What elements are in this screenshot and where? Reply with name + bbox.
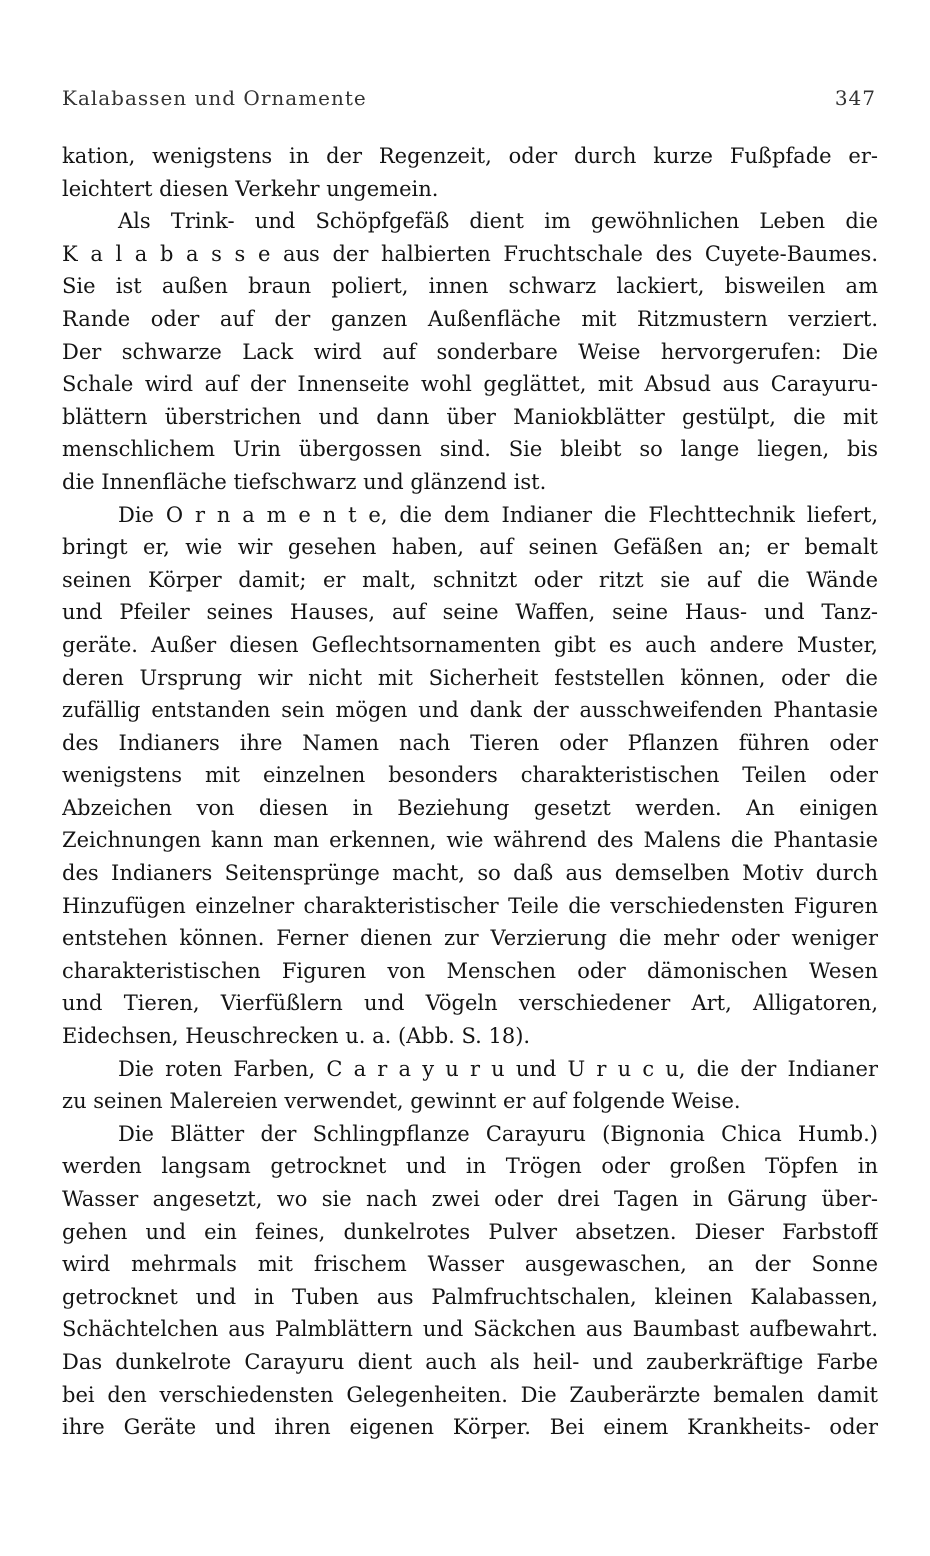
text-line: des Indianers ihre Namen nach Tieren oder Pflanzen führen oder [62,730,878,755]
text-line: und Tieren, Vierfüßlern und Vögeln verschiedener Art, Alligatoren, [62,991,878,1016]
page-number: 347 [834,86,876,110]
text-line: Die roten Farben, C a r a y u r u und U r u c u, die der Indianer [118,1056,878,1081]
text-line: wird mehrmals mit frischem Wasser ausgewaschen, an der Sonne [62,1252,878,1277]
text-line: die Innenfläche tiefschwarz und glänzend ist. [62,469,547,494]
text-line: Das dunkelrote Carayuru dient auch als heil- und zauberkräftige Farbe [62,1349,878,1374]
text-line: Schächtelchen aus Palmblättern und Säckchen aus Baumbast aufbewahrt. [62,1317,878,1342]
text-line: entstehen können. Ferner dienen zur Verzierung die mehr oder weniger [62,926,878,951]
running-head: Kalabassen und Ornamente [62,86,367,110]
text-line: werden langsam getrocknet und in Trögen oder großen Töpfen in [62,1154,878,1179]
text-line: Sie ist außen braun poliert, innen schwarz lackiert, bisweilen am [62,274,878,299]
text-line: geräte. Außer diesen Geflechtsornamenten gibt es auch andere Muster, [62,632,878,657]
text-line: kation, wenigstens in der Regenzeit, oder durch kurze Fußpfade er- [62,144,878,168]
text-line: Wasser angesetzt, wo sie nach zwei oder drei Tagen in Gärung über- [62,1187,878,1211]
text-line: seinen Körper damit; er malt, schnitzt oder ritzt sie auf die Wände [62,567,878,592]
text-line: zu seinen Malereien verwendet, gewinnt er auf folgende Weise. [62,1089,741,1114]
text-line: bringt er, wie wir gesehen haben, auf seinen Gefäßen an; er bemalt [62,535,878,560]
text-line: Die O r n a m e n t e, die dem Indianer die Flechttechnik liefert, [118,502,878,527]
text-line: gehen und ein feines, dunkelrotes Pulver absetzen. Dieser Farbstoff [62,1219,878,1244]
text-line: Hinzufügen einzelner charakteristischer Teile die verschiedensten Figuren [62,893,878,918]
text-line: blättern überstrichen und dann über Maniokblätter gestülpt, die mit [62,404,878,429]
text-line: Der schwarze Lack wird auf sonderbare Weise hervorgerufen: Die [62,339,878,364]
text-line: deren Ursprung wir nicht mit Sicherheit feststellen können, oder die [62,665,878,690]
text-line: Abzeichen von diesen in Beziehung gesetzt werden. An einigen [62,795,878,820]
text-line: K a l a b a s s e aus der halbierten Fruchtschale des Cuyete-Baumes. [62,241,878,266]
text-line: zufällig entstanden sein mögen und dank der ausschweifenden Phantasie [62,698,878,723]
text-line: Rande oder auf der ganzen Außenfläche mit Ritzmustern verziert. [62,306,878,331]
text-line: Zeichnungen kann man erkennen, wie während des Malens die Phantasie [62,828,878,853]
text-line: leichtert diesen Verkehr ungemein. [62,176,439,201]
text-line: Als Trink- und Schöpfgefäß dient im gewöhnlichen Leben die [118,209,878,234]
text-line: ihre Geräte und ihren eigenen Körper. Bei einem Krankheits- oder [62,1415,878,1440]
body-text [62,140,878,1444]
text-line: wenigstens mit einzelnen besonders charakteristischen Teilen oder [62,763,878,788]
text-line: charakteristischen Figuren von Menschen oder dämonischen Wesen [62,958,878,983]
page-header [62,86,880,116]
text-line: getrocknet und in Tuben aus Palmfruchtschalen, kleinen Kalabassen, [62,1284,878,1309]
text-line: und Pfeiler seines Hauses, auf seine Waffen, seine Haus- und Tanz- [62,600,878,625]
text-line: Schale wird auf der Innenseite wohl geglättet, mit Absud aus Carayuru- [62,372,878,397]
text-line: menschlichem Urin übergossen sind. Sie bleibt so lange liegen, bis [62,437,878,462]
text-line: des Indianers Seitensprünge macht, so daß aus demselben Motiv durch [62,861,878,886]
text-line: bei den verschiedensten Gelegenheiten. Die Zauberärzte bemalen damit [62,1382,878,1407]
text-line: Eidechsen, Heuschrecken u. a. (Abb. S. 18). [62,1024,531,1049]
text-line: Die Blätter der Schlingpflanze Carayuru (Bignonia Chica Humb.) [118,1121,878,1146]
